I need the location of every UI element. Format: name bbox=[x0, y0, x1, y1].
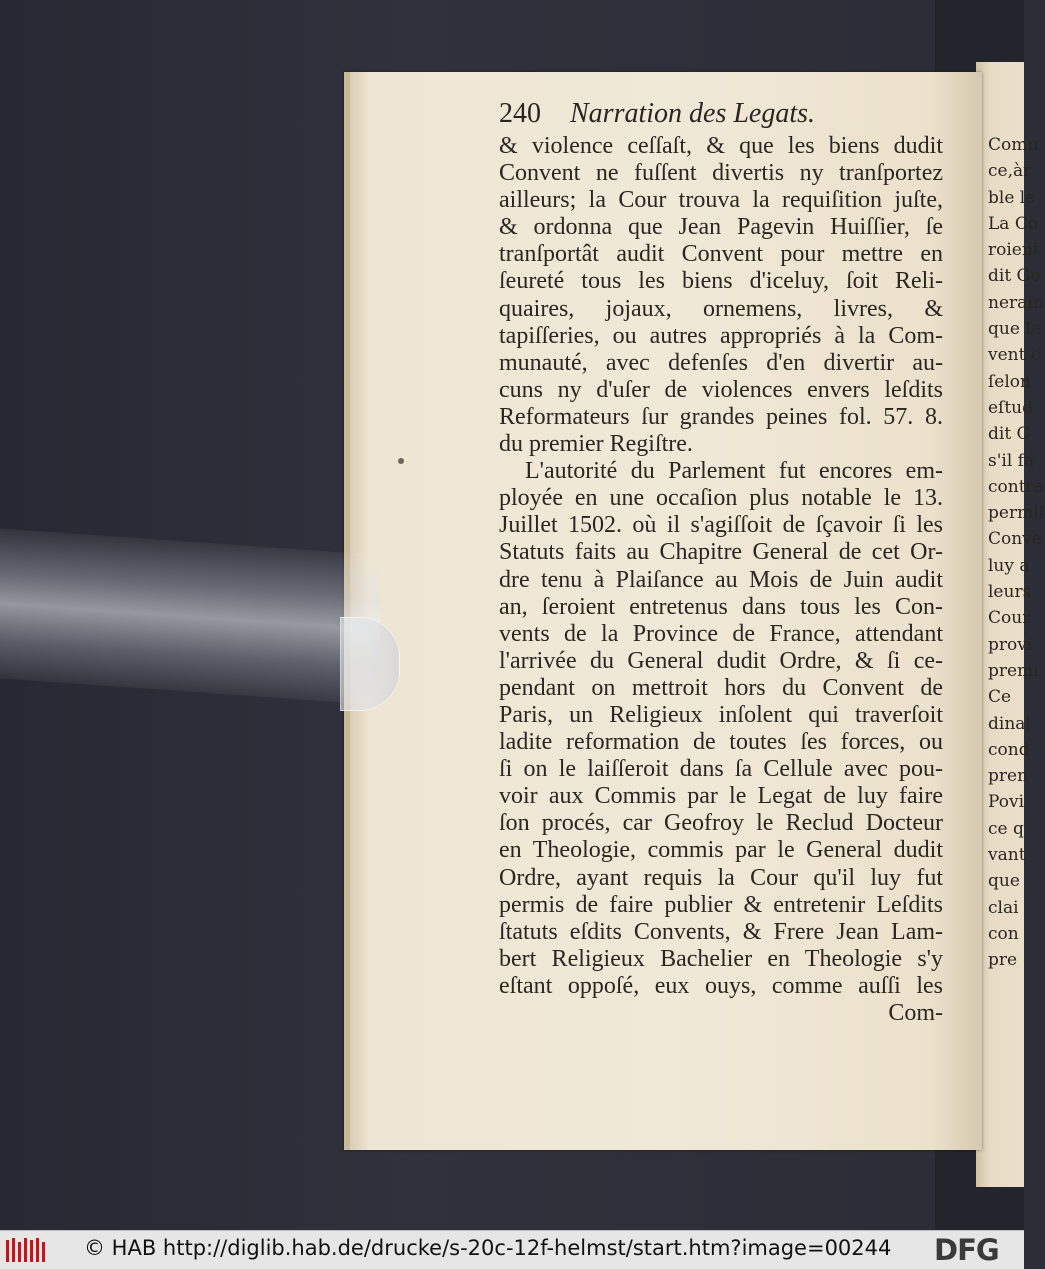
page-holder-strip bbox=[0, 555, 400, 705]
facing-text-line: Cour bbox=[988, 608, 1031, 629]
facing-text-line: leurs bbox=[988, 582, 1032, 603]
page-holder-tip bbox=[340, 617, 400, 711]
facing-text-line: permiſ bbox=[988, 503, 1045, 524]
running-head-title: Narration des Legats. bbox=[570, 98, 816, 129]
facing-text-line: clai bbox=[988, 897, 1019, 918]
text-line: ployée en une occaſion plus notable le 13. bbox=[499, 485, 943, 512]
text-line: & ordonna que Jean Pagevin Huiſſier, ſe bbox=[499, 214, 943, 241]
text-line: quaires, jojaux, ornemens, livres, & bbox=[499, 295, 943, 322]
facing-text-line: que le bbox=[988, 319, 1041, 340]
facing-text-line: dinal bbox=[988, 713, 1031, 734]
text-line: Convent ne fuſſent divertis ny tranſportez bbox=[499, 160, 943, 187]
text-line: l'arrivée du General dudit Ordre, & ſi ce- bbox=[499, 647, 943, 674]
facing-text-line: dit Ge bbox=[988, 266, 1041, 287]
facing-text-line: Ce bbox=[988, 687, 1012, 708]
facing-text-line: s'il fa bbox=[988, 450, 1035, 471]
text-line: voir aux Commis par le Legat de luy faire bbox=[499, 783, 943, 810]
facing-text-line: pren bbox=[988, 766, 1029, 787]
facing-text-line: eſtud bbox=[988, 397, 1034, 418]
text-line: tapiſſeries, ou autres appropriés à la Com- bbox=[499, 322, 943, 349]
facing-page bbox=[976, 62, 1045, 1187]
text-line: ſeureté tous les biens d'iceluy, ſoit Reli- bbox=[499, 268, 943, 295]
text-line: ſi on le laiſſeroit dans ſa Cellule avec pou- bbox=[499, 756, 943, 783]
facing-text-line: con bbox=[988, 923, 1019, 944]
text-line: ladite reformation de toutes ſes forces, ou bbox=[499, 729, 943, 756]
text-line: en Theologie, commis par le General dudit bbox=[499, 837, 943, 864]
running-head bbox=[499, 98, 815, 130]
facing-text-line: vant bbox=[988, 845, 1026, 866]
text-line: dre tenu à Plaiſance au Mois de Juin audit bbox=[499, 566, 943, 593]
text-line: ſtatuts eſdits Convents, & Frere Jean Lam- bbox=[499, 918, 943, 945]
page-holder-band bbox=[0, 528, 380, 705]
text-line: eſtant oppoſé, eux ouys, comme auſſi les bbox=[499, 972, 943, 999]
facing-text-line: cond bbox=[988, 739, 1030, 760]
text-line: L'autorité du Parlement fut encores em- bbox=[525, 458, 943, 485]
text-line: Juillet 1502. où il s'agiſſoit de ſçavoir ſi les bbox=[499, 512, 943, 539]
footer-copyright-url[interactable]: © HAB http://diglib.hab.de/drucke/s-20c-12f-helmst/start.htm?image=00244 bbox=[84, 1236, 892, 1260]
facing-text-line: ſelon bbox=[988, 371, 1031, 392]
page-spot bbox=[398, 458, 404, 464]
facing-text-line: Comn bbox=[988, 135, 1039, 155]
text-line: & violence ceſſaſt, & que les biens dudit bbox=[499, 133, 943, 159]
text-line: Ordre, ayant requis la Cour qu'il luy fut bbox=[499, 864, 943, 891]
facing-text-line: Conve bbox=[988, 529, 1042, 550]
facing-text-line: pre bbox=[988, 950, 1018, 971]
text-line: ailleurs; la Cour trouva la requiſition juſte, bbox=[499, 187, 943, 214]
facing-text-line: ce q bbox=[988, 818, 1024, 839]
text-line: Reformateurs ſur grandes peines fol. 57. 8. bbox=[499, 403, 943, 430]
hab-logo-icon bbox=[4, 1236, 48, 1264]
facing-text-line: provi bbox=[988, 634, 1033, 655]
text-line: ſon procés, car Geofroy le Reclud Docteur bbox=[499, 810, 943, 837]
text-line: munauté, avec defenſes d'en divertir au- bbox=[499, 349, 943, 376]
facing-text-line: roient bbox=[988, 240, 1040, 261]
text-line: du premier Regiſtre. bbox=[499, 431, 693, 458]
facing-text-line: luy a bbox=[988, 555, 1030, 576]
facing-text-line: nerain bbox=[988, 292, 1044, 313]
facing-text-line: que bbox=[988, 871, 1020, 892]
text-line: Paris, un Religieux inſolent qui traverſoit bbox=[499, 701, 943, 728]
text-line: permis de faire publier & entretenir Leſdits bbox=[499, 891, 943, 918]
text-line: vents de la Province de France, attendant bbox=[499, 620, 943, 647]
facing-text-line: Povi bbox=[988, 792, 1025, 813]
text-line: tranſportât audit Convent pour mettre en bbox=[499, 241, 943, 268]
facing-text-line: premi bbox=[988, 660, 1039, 681]
facing-text-line: dit C bbox=[988, 424, 1030, 445]
facing-text-line: ce,àr bbox=[988, 161, 1032, 182]
text-line: Statuts faits au Chapitre General de cet Or- bbox=[499, 539, 943, 566]
facing-page-text bbox=[988, 132, 1045, 974]
text-line: an, ſeroient entretenus dans tous les Con- bbox=[499, 593, 943, 620]
page-number: 240 bbox=[499, 98, 541, 129]
catchword: Com- bbox=[888, 1000, 943, 1026]
text-line: cuns ny d'uſer de violences envers leſdits bbox=[499, 376, 943, 403]
dfg-logo: DFG bbox=[934, 1233, 999, 1267]
facing-text-line: ble le bbox=[988, 187, 1036, 208]
facing-text-line: contra bbox=[988, 476, 1044, 497]
text-line: bert Religieux Bachelier en Theologie s'y bbox=[499, 945, 943, 972]
facing-text-line: vent c bbox=[988, 345, 1041, 366]
footer-bar bbox=[0, 1230, 1024, 1269]
facing-text-line: La Co bbox=[988, 213, 1039, 234]
body-text bbox=[499, 133, 943, 1027]
text-line: pendant on mettroit hors du Convent de bbox=[499, 674, 943, 701]
